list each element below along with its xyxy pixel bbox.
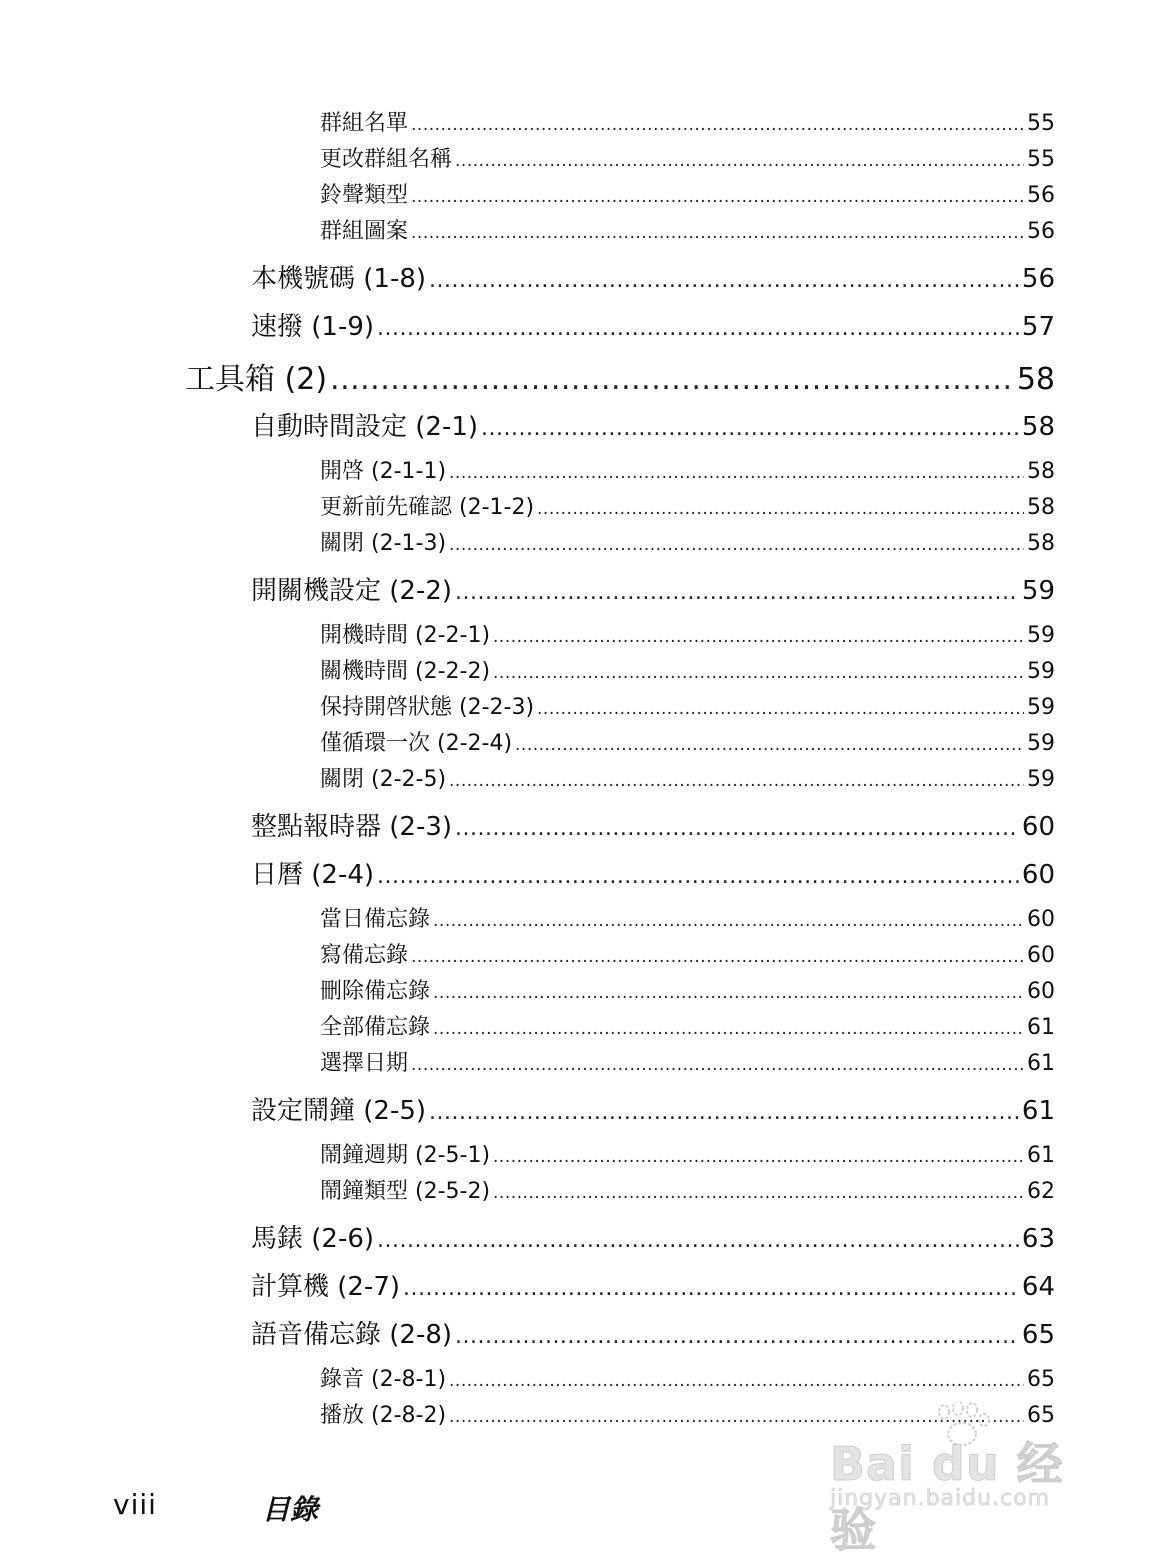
toc-entry-title: 開啓 (2-1-1)	[320, 459, 447, 484]
toc-entry-title: 錄音 (2-8-1)	[320, 1367, 447, 1392]
toc-entry-title: 群組名單	[320, 111, 409, 136]
toc-entry-page: 59	[1027, 695, 1055, 720]
toc-leader-dots	[537, 699, 1024, 719]
toc-leader-dots	[455, 816, 1019, 841]
toc-entry[interactable]	[320, 690, 1055, 720]
toc-entry-title: 馬錶 (2-6)	[251, 1224, 375, 1254]
toc-leader-dots	[515, 735, 1024, 755]
toc-entry[interactable]	[320, 726, 1055, 756]
toc-entry-page: 65	[1021, 1320, 1055, 1350]
toc-entry-page: 65	[1027, 1367, 1055, 1392]
toc-entry-page: 58	[1027, 495, 1055, 520]
toc-entry-title: 開機時間 (2-2-1)	[320, 623, 491, 648]
toc-leader-dots	[455, 580, 1019, 605]
toc-entry-page: 55	[1027, 111, 1055, 136]
toc-entry[interactable]	[251, 570, 1055, 604]
toc-leader-dots	[449, 771, 1024, 791]
toc-entry[interactable]	[251, 854, 1055, 888]
toc-entry-title: 選擇日期	[320, 1051, 409, 1076]
toc-entry-page: 59	[1027, 623, 1055, 648]
toc-entry-title: 僅循環一次 (2-2-4)	[320, 731, 513, 756]
toc-entry[interactable]	[320, 762, 1055, 792]
toc-entry[interactable]	[320, 490, 1055, 520]
toc-leader-dots	[481, 416, 1019, 441]
toc-entry[interactable]	[320, 1398, 1055, 1428]
toc-entry-title: 語音備忘錄 (2-8)	[251, 1320, 453, 1350]
toc-entry[interactable]	[320, 1010, 1055, 1040]
toc-leader-dots	[455, 151, 1024, 171]
toc-leader-dots	[537, 499, 1024, 519]
toc-leader-dots	[449, 1407, 1024, 1427]
toc-leader-dots	[433, 1019, 1024, 1039]
toc-entry-page: 60	[1027, 943, 1055, 968]
watermark-brand: Bai du 经验	[830, 1437, 1064, 1557]
toc-entry[interactable]	[320, 654, 1055, 684]
toc-entry-title: 工具箱 (2)	[185, 362, 328, 397]
toc-entry-page: 59	[1027, 767, 1055, 792]
toc-entry[interactable]	[251, 306, 1055, 340]
toc-leader-dots	[429, 1100, 1019, 1125]
toc-leader-dots	[411, 115, 1024, 135]
toc-entry-page: 61	[1027, 1051, 1055, 1076]
toc-leader-dots	[449, 463, 1024, 483]
toc-entry[interactable]	[320, 618, 1055, 648]
toc-entry-page: 58	[1027, 531, 1055, 556]
toc-entry[interactable]	[320, 178, 1055, 208]
toc-entry[interactable]	[251, 1090, 1055, 1124]
toc-entry[interactable]	[320, 938, 1055, 968]
toc-entry-page: 56	[1027, 219, 1055, 244]
toc-leader-dots	[377, 1228, 1019, 1253]
toc-entry-page: 60	[1027, 979, 1055, 1004]
toc-entry-title: 鬧鐘類型 (2-5-2)	[320, 1179, 491, 1204]
toc-leader-dots	[449, 1371, 1024, 1391]
toc-entry-page: 59	[1027, 731, 1055, 756]
toc-entry-page: 58	[1027, 459, 1055, 484]
toc-entry[interactable]	[251, 806, 1055, 840]
toc-entry-title: 當日備忘錄	[320, 907, 431, 932]
toc-entry-title: 刪除備忘錄	[320, 979, 431, 1004]
toc-entry[interactable]	[320, 454, 1055, 484]
toc-entry-title: 關機時間 (2-2-2)	[320, 659, 491, 684]
toc-entry-page: 61	[1027, 1143, 1055, 1168]
toc-entry-page: 64	[1021, 1272, 1055, 1302]
toc-leader-dots	[433, 983, 1024, 1003]
toc-entry[interactable]	[320, 142, 1055, 172]
toc-entry-title: 鬧鐘週期 (2-5-1)	[320, 1143, 491, 1168]
toc-entry-page: 55	[1027, 147, 1055, 172]
toc-entry-title: 保持開啓狀態 (2-2-3)	[320, 695, 535, 720]
toc-leader-dots	[455, 1324, 1019, 1349]
toc-leader-dots	[377, 316, 1019, 341]
toc-entry-page: 60	[1021, 812, 1055, 842]
toc-entry[interactable]	[251, 406, 1055, 440]
toc-leader-dots	[330, 362, 1014, 397]
toc-entry-page: 63	[1021, 1224, 1055, 1254]
toc-entry-page: 61	[1021, 1096, 1055, 1126]
toc-entry-title: 關閉 (2-1-3)	[320, 531, 447, 556]
toc-leader-dots	[429, 268, 1019, 293]
toc-entry-title: 更新前先確認 (2-1-2)	[320, 495, 535, 520]
footer-page-number: viii	[113, 1488, 157, 1521]
toc-entry-title: 計算機 (2-7)	[251, 1272, 401, 1302]
toc-leader-dots	[411, 187, 1024, 207]
toc-entry-title: 開關機設定 (2-2)	[251, 576, 453, 606]
toc-entry-page: 61	[1027, 1015, 1055, 1040]
watermark-url: jingyan.baidu.com	[830, 1486, 1051, 1511]
toc-entry[interactable]	[320, 1362, 1055, 1392]
toc-entry-title: 速撥 (1-9)	[251, 312, 375, 342]
toc-entry-page: 59	[1027, 659, 1055, 684]
toc-entry[interactable]	[251, 1218, 1055, 1252]
toc-entry-title: 自動時間設定 (2-1)	[251, 412, 479, 442]
toc-entry[interactable]	[251, 258, 1055, 292]
toc-leader-dots	[377, 864, 1019, 889]
toc-entry-page: 62	[1027, 1179, 1055, 1204]
toc-entry-title: 鈴聲類型	[320, 183, 409, 208]
toc-leader-dots	[449, 535, 1024, 555]
toc-leader-dots	[493, 627, 1024, 647]
toc-entry[interactable]	[320, 526, 1055, 556]
toc-leader-dots	[411, 223, 1024, 243]
toc-entry[interactable]	[320, 1174, 1055, 1204]
toc-entry-page: 59	[1021, 576, 1055, 606]
toc-entry-title: 更改群組名稱	[320, 147, 453, 172]
toc-leader-dots	[403, 1276, 1019, 1301]
toc-entry-title: 設定鬧鐘 (2-5)	[251, 1096, 427, 1126]
toc-entry-title: 群組圖案	[320, 219, 409, 244]
toc-entry[interactable]	[251, 1314, 1055, 1348]
toc-entry-title: 播放 (2-8-2)	[320, 1403, 447, 1428]
toc-entry-page: 60	[1027, 907, 1055, 932]
toc-leader-dots	[493, 1183, 1024, 1203]
toc-entry[interactable]	[320, 902, 1055, 932]
toc-entry[interactable]	[320, 1046, 1055, 1076]
toc-entry-title: 全部備忘錄	[320, 1015, 431, 1040]
toc-entry-page: 56	[1021, 264, 1055, 294]
toc-entry-page: 58	[1016, 362, 1055, 397]
toc-entry-page: 57	[1021, 312, 1055, 342]
toc-leader-dots	[493, 663, 1024, 683]
footer-section-title: 目錄	[262, 1493, 319, 1526]
toc-entry-title: 整點報時器 (2-3)	[251, 812, 453, 842]
toc-entry-page: 58	[1021, 412, 1055, 442]
toc-leader-dots	[411, 1055, 1024, 1075]
toc-entry-title: 本機號碼 (1-8)	[251, 264, 427, 294]
toc-leader-dots	[493, 1147, 1024, 1167]
toc-entry-page: 56	[1027, 183, 1055, 208]
toc-leader-dots	[433, 911, 1024, 931]
toc-entry[interactable]	[251, 1266, 1055, 1300]
toc-entry-title: 日曆 (2-4)	[251, 860, 375, 890]
toc-entry-page: 65	[1027, 1403, 1055, 1428]
toc-entry-title: 寫備忘錄	[320, 943, 409, 968]
toc-entry-page: 60	[1021, 860, 1055, 890]
toc-entry-title: 關閉 (2-2-5)	[320, 767, 447, 792]
toc-leader-dots	[411, 947, 1024, 967]
toc-entry[interactable]	[320, 974, 1055, 1004]
toc-entry[interactable]	[185, 354, 1055, 397]
toc-entry[interactable]	[320, 214, 1055, 244]
toc-entry[interactable]	[320, 106, 1055, 136]
toc-entry[interactable]	[320, 1138, 1055, 1168]
